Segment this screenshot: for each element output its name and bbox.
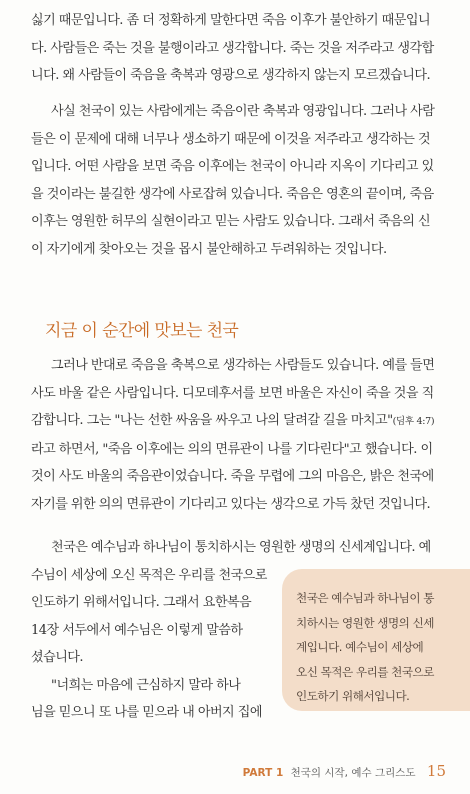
text-line: 다. 사람들은 죽는 것을 불행이라고 생각합니다. 죽는 것을 저주라고 생각합 — [31, 40, 434, 56]
text-line: 사실 천국이 있는 사람에게는 죽음이란 축복과 영광입니다. 그러나 사람 — [51, 104, 435, 119]
footer-chapter-title: 천국의 시작, 예수 그리스도 — [290, 767, 416, 779]
text-segment: 감합니다. 그는 "나는 선한 싸움을 싸우고 나의 달려갈 길을 마치고" — [31, 413, 393, 428]
section-heading: 지금 이 순간에 맛보는 천국 — [45, 321, 239, 341]
text-line: 수님이 세상에 오신 목적은 우리를 천국으로 — [31, 567, 267, 583]
paragraph-2 — [31, 98, 434, 263]
text-line: 것이 사도 바울의 죽음관이었습니다. 죽을 무렵에 그의 마음은, 밝은 천국에 — [31, 469, 434, 484]
pull-quote-line: 천국은 예수님과 하나님이 통 — [296, 591, 434, 605]
text-line: 사도 바울 같은 사람입니다. 디모데후서를 보면 바울은 자신이 죽을 것을 직 — [31, 385, 434, 401]
text-line: 라고 하면서, "죽음 이후에는 의의 면류관이 나를 기다린다"고 했습니다. 이 — [31, 441, 433, 457]
text-line — [31, 407, 434, 436]
text-line: 싫기 때문입니다. 좀 더 정확하게 말한다면 죽음 이후가 불안하기 때문입니 — [31, 13, 431, 28]
text-line: "너희는 마음에 근심하지 말라 하나 — [51, 677, 241, 693]
bible-reference: (딤후 4:7) — [392, 416, 435, 427]
footer-part-label: PART 1 — [242, 767, 284, 779]
pull-quote-line: 오신 목적은 우리를 천국으로 — [296, 664, 434, 679]
text-line: 을 것이라는 불길한 생각에 사로잡혀 있습니다. 죽음은 영혼의 끝이며, 죽음 — [31, 186, 434, 202]
text-line: 이후는 영원한 허무의 실현이라고 믿는 사람도 있습니다. 그래서 죽음의 신 — [31, 214, 431, 229]
text-line: 자기를 위한 의의 면류관이 기다리고 있다는 생각으로 가득 찼던 것입니다. — [31, 496, 431, 512]
pull-quote-text — [296, 586, 434, 709]
page-footer — [243, 762, 446, 780]
text-line: 니다. 왜 사람들이 죽음을 축복과 영광으로 생각하지 않는지 모르겠습니다. — [31, 68, 431, 83]
paragraph-1 — [31, 7, 434, 90]
pull-quote-line: 인도하기 위해서입니다. — [296, 689, 410, 703]
pull-quote-line: 계입니다. 예수님이 세상에 — [296, 640, 424, 654]
text-line: 천국은 예수님과 하나님이 통치하시는 영원한 생명의 신세계입니다. 예 — [51, 540, 431, 555]
text-line: 인도하기 위해서입니다. 그래서 요한복음 — [31, 595, 252, 610]
text-line: 님을 믿으니 또 나를 믿으라 내 아버지 집에 — [31, 705, 262, 720]
text-line: 14장 서두에서 예수님은 이렇게 말씀하 — [31, 622, 243, 638]
text-line: 셨습니다. — [31, 650, 84, 665]
pull-quote-box — [282, 569, 470, 711]
page-number: 15 — [426, 762, 446, 780]
text-line: 이 자기에게 찾아오는 것을 몹시 불안해하고 두려워하는 것입니다. — [31, 241, 387, 257]
pull-quote-line: 치하시는 영원한 생명의 신세 — [296, 615, 434, 630]
text-line: 입니다. 어떤 사람을 보면 죽음 이후에는 천국이 아니라 지옥이 기다리고 있 — [31, 159, 434, 174]
text-line: 들은 이 문제에 대해 너무나 생소하기 때문에 이것을 저주라고 생각하는 것 — [31, 131, 431, 147]
paragraph-3 — [31, 352, 434, 518]
text-line: 그러나 반대로 죽음을 축복으로 생각하는 사람들도 있습니다. 예를 들면 — [51, 358, 435, 373]
